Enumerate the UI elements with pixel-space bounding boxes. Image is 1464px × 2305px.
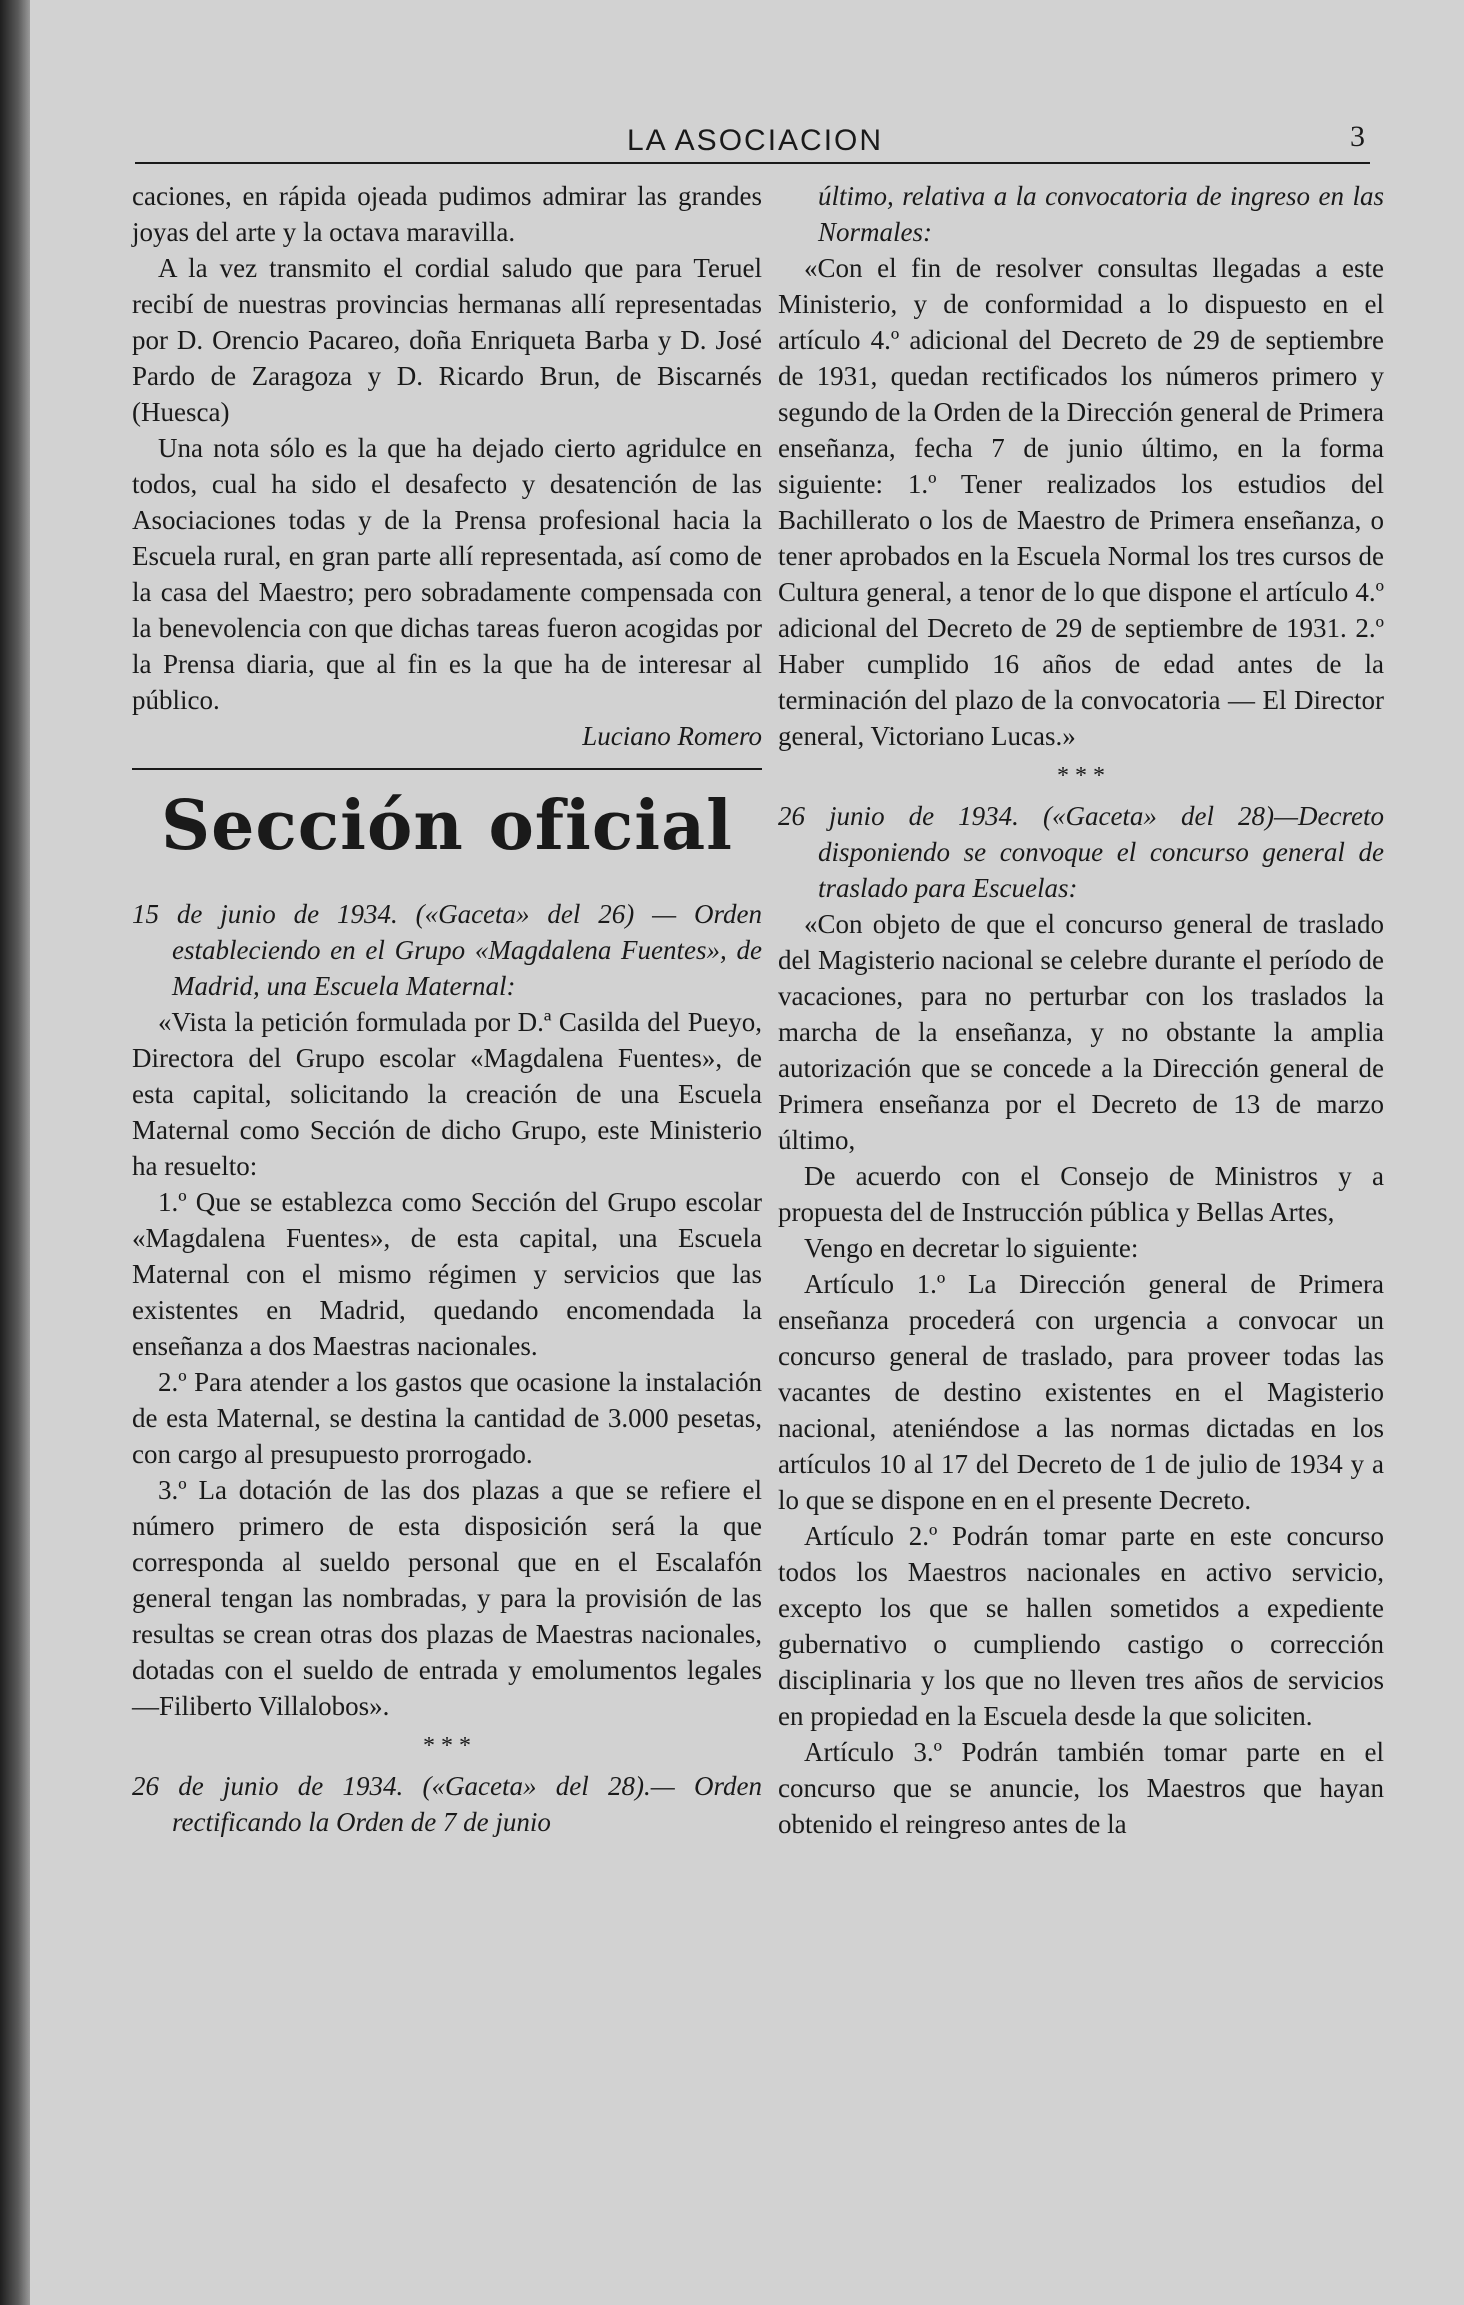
intro-paragraph-2: A la vez transmito el cordial saludo que para Teruel recibí de nuestras provincias hermanas allí representadas por D. Orencio Pacareo, doña Enriqueta Barba y D. José Pardo de Zaragoza y D. Ricardo Brun, de Biscarnés (Huesca) [132, 253, 762, 427]
section-title: Sección oficial [160, 786, 734, 866]
entry3-body-2: De acuerdo con el Consejo de Ministros y a propuesta del de Instrucción pública y Bellas Artes, [778, 1161, 1384, 1227]
entry3-article-3: Artículo 3.º Podrán también tomar parte en el concurso que se anuncie, los Maestros que hayan obtenido el reingreso antes de la [778, 1737, 1384, 1839]
entry3-article-1: Artículo 1.º La Dirección general de Primera enseñanza procederá con urgencia a convocar un concurso general de traslado, para proveer todas las vacantes de destino existentes en el Magisterio nacional, ateniéndose a las normas dictadas en los artículos 10 al 17 del Decreto de 1 de julio de 1934 y a lo que se dispone en en el presente Decreto. [778, 1269, 1384, 1515]
page-header [135, 120, 1375, 164]
separator-asterisks: * * * [1057, 763, 1105, 789]
section-rule [132, 768, 762, 770]
entry3-body-3: Vengo en decretar lo siguiente: [804, 1233, 1139, 1263]
header-rule [135, 162, 1370, 164]
intro-paragraph-1: caciones, en rápida ojeada pudimos admirar las grandes joyas del arte y la octava maravilla. [132, 181, 762, 247]
right-column [778, 178, 1384, 1842]
left-column [132, 178, 762, 1840]
entry2-heading: 26 de junio de 1934. («Gaceta» del 28).— Orden rectificando la Orden de 7 de junio [132, 1771, 762, 1837]
entry1-heading: 15 de junio de 1934. («Gaceta» del 26) — Orden estableciendo en el Grupo «Magdalena Fuentes», de Madrid, una Escuela Maternal: [132, 899, 762, 1001]
entry1-item-2: 2.º Para atender a los gastos que ocasione la instalación de esta Maternal, se destina la cantidad de 3.000 pesetas, con cargo al presupuesto prorrogado. [132, 1367, 762, 1469]
entry3-body-1: «Con objeto de que el concurso general de traslado del Magisterio nacional se celebre durante el período de vacaciones, para no perturbar con los traslados la marcha de la enseñanza, y no obstante la amplia autorización que se concede a la Dirección general de Primera enseñanza por el Decreto de 13 de marzo último, [778, 909, 1384, 1155]
article-signature: Luciano Romero [582, 721, 762, 751]
publication-title: LA ASOCIACION [626, 124, 884, 157]
entry3-article-2: Artículo 2.º Podrán tomar parte en este concurso todos los Maestros nacionales en activo servicio, excepto los que se hallen sometidos a expediente gubernativo o cumpliendo castigo o corrección disciplinaria y los que no lleven tres años de servicios en propiedad en la Escuela desde la que soliciten. [778, 1521, 1384, 1731]
intro-paragraph-3: Una nota sólo es la que ha dejado cierto agridulce en todos, cual ha sido el desafecto y desatención de las Asociaciones todas y de la Prensa profesional hacia la Escuela rural, en gran parte allí representada, así como de la casa del Maestro; pero sobradamente compensada con la benevolencia con que dichas tareas fueron acogidas por la Prensa diaria, que al fin es la que ha de interesar al público. [132, 433, 762, 715]
entry1-body-intro: «Vista la petición formulada por D.ª Casilda del Pueyo, Directora del Grupo escolar «Magdalena Fuentes», de esta capital, solicitando la creación de una Escuela Maternal como Sección de dicho Grupo, este Ministerio ha resuelto: [132, 1007, 762, 1181]
entry2-heading-continued: último, relativa a la convocatoria de ingreso en las Normales: [818, 181, 1384, 247]
book-spine [0, 0, 30, 2305]
entry3-heading: 26 junio de 1934. («Gaceta» del 28)—Decreto disponiendo se convoque el concurso general de traslado para Escuelas: [778, 801, 1384, 903]
entry2-body: «Con el fin de resolver consultas llegadas a este Ministerio, y de conformidad a lo dispuesto en el artículo 4.º adicional del Decreto de 29 de septiembre de 1931, quedan rectificados los números primero y segundo de la Orden de la Dirección general de Primera enseñanza, fecha 7 de junio último, en la forma siguiente: 1.º Tener realizados los estudios del Bachillerato o los de Maestro de Primera enseñanza, o tener aprobados en la Escuela Normal los tres cursos de Cultura general, a tenor de lo que dispone el artículo 4.º adicional del Decreto de 29 de septiembre de 1931. 2.º Haber cumplido 16 años de edad antes de la terminación del plazo de la convocatoria — El Director general, Victoriano Lucas.» [778, 253, 1384, 751]
entry1-item-1: 1.º Que se establezca como Sección del Grupo escolar «Magdalena Fuentes», de esta capital, una Escuela Maternal con el mismo régimen y servicios que las existentes en Madrid, quedando encomendada la enseñanza a dos Maestras nacionales. [132, 1187, 762, 1361]
page-number: 3 [1350, 120, 1365, 153]
separator-asterisks: * * * [423, 1733, 471, 1759]
entry1-item-3: 3.º La dotación de las dos plazas a que se refiere el número primero de esta disposición será la que corresponda al sueldo personal que en el Escalafón general tengan las nombradas, y para la provisión de las resultas se crean otras dos plazas de Maestras nacionales, dotadas con el sueldo de entrada y emolumentos legales —Filiberto Villalobos». [132, 1475, 762, 1721]
